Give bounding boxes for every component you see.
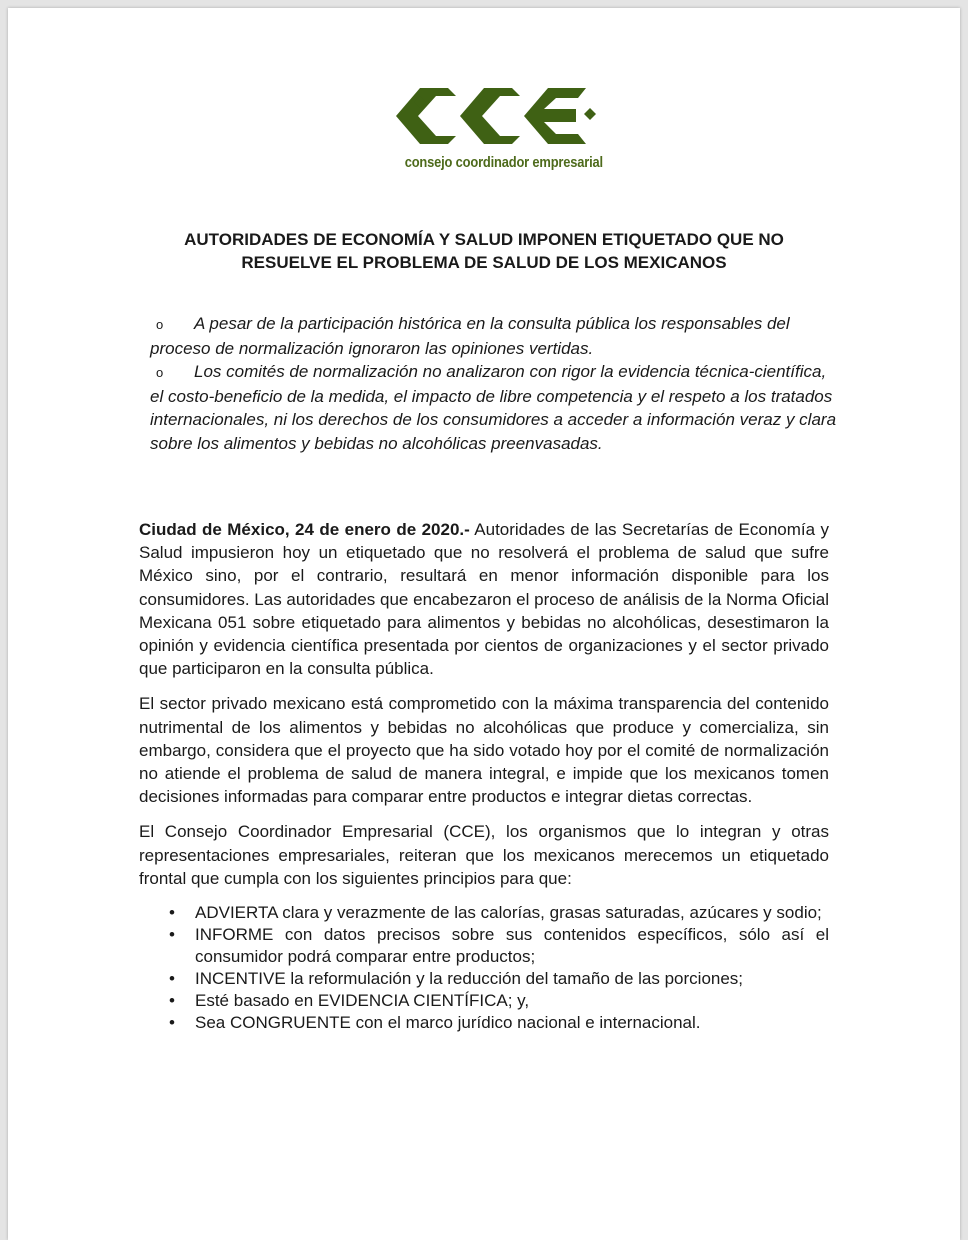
highlight-item [150, 312, 840, 360]
principle-text: Sea CONGRUENTE con el marco jurídico nacional e internacional. [195, 1013, 701, 1033]
principle-item [139, 902, 829, 924]
paragraph-private-sector: El sector privado mexicano está comprometido con la máxima transparencia del contenido nutrimental de los alimentos y bebidas no alcohólicas que produce y comercializa, sin embargo, considera que el proyecto que ha sido votado hoy por el comité de normalización no atiende el problema de salud de manera integral, e impide que los mexicanos tomen decisiones informadas para comparar entre productos e integrar dietas correctas. [139, 694, 829, 807]
bullet-icon: • [169, 925, 175, 945]
paragraph-intro-text: Autoridades de las Secretarías de Economía y Salud impusieron hoy un etiquetado que no resolverá el problema de salud que sufre México sino, por el contrario, resultará en menor información disponible para los consumidores. Las autoridades que encabezaron el proceso de análisis de la Norma Oficial Mexicana 051 sobre etiquetado para alimentos y bebidas no alcohólicas, desestimaron la opinión y evidencia científica presentada por cientos de organizaciones y el sector privado que participaron en la consulta pública. [139, 520, 830, 679]
bullet-icon: • [169, 991, 175, 1011]
press-release-title: AUTORIDADES DE ECONOMÍA Y SALUD IMPONEN ETIQUETADO QUE NO RESUELVE EL PROBLEMA DE SALUD DE LOS MEXICANOS [184, 230, 784, 272]
principle-text: INCENTIVE la reformulación y la reducción del tamaño de las porciones; [195, 969, 744, 989]
logo-tagline: consejo coordinador empresarial [404, 154, 603, 171]
highlights-list [150, 312, 840, 455]
cce-logo-mark [390, 78, 600, 156]
principle-text: INFORME con datos precisos sobre sus contenidos específicos, sólo así el consumidor podrá comparar entre productos; [195, 925, 829, 967]
bullet-icon: • [169, 969, 175, 989]
principle-text: Esté basado en EVIDENCIA CIENTÍFICA; y, [195, 991, 530, 1011]
document-page [8, 8, 960, 1240]
bullet-icon: • [169, 1013, 175, 1033]
principle-item [139, 924, 829, 968]
principles-list [139, 902, 829, 1034]
highlight-marker: o [156, 317, 164, 332]
cce-logo [390, 78, 603, 182]
highlight-item [150, 360, 840, 455]
principle-item [139, 1012, 829, 1034]
principle-item [139, 990, 829, 1012]
principle-item [139, 968, 829, 990]
principle-text: ADVIERTA clara y verazmente de las calorías, grasas saturadas, azúcares y sodio; [195, 903, 822, 923]
dateline: Ciudad de México, 24 de enero de 2020.- [139, 520, 470, 539]
highlight-text: Los comités de normalización no analizaron con rigor la evidencia técnica-científica, el costo-beneficio de la medida, el impacto de libre competencia y el respeto a los tratados internacionales, ni los derechos de los consumidores a acceder a información veraz y clara sobre los alimentos y bebidas no alcohólicas preenvasadas. [150, 362, 837, 453]
highlight-text: A pesar de la participación histórica en la consulta pública los responsables del proceso de normalización ignoraron las opiniones vertidas. [150, 314, 790, 358]
paragraph-intro [139, 518, 829, 680]
paragraph-cce: El Consejo Coordinador Empresarial (CCE), los organismos que lo integran y otras representaciones empresariales, reiteran que los mexicanos merecemos un etiquetado frontal que cumpla con los siguientes principios para que: [139, 822, 829, 888]
highlight-marker: o [156, 365, 164, 380]
bullet-icon: • [169, 903, 175, 923]
press-release-body [139, 518, 829, 1034]
